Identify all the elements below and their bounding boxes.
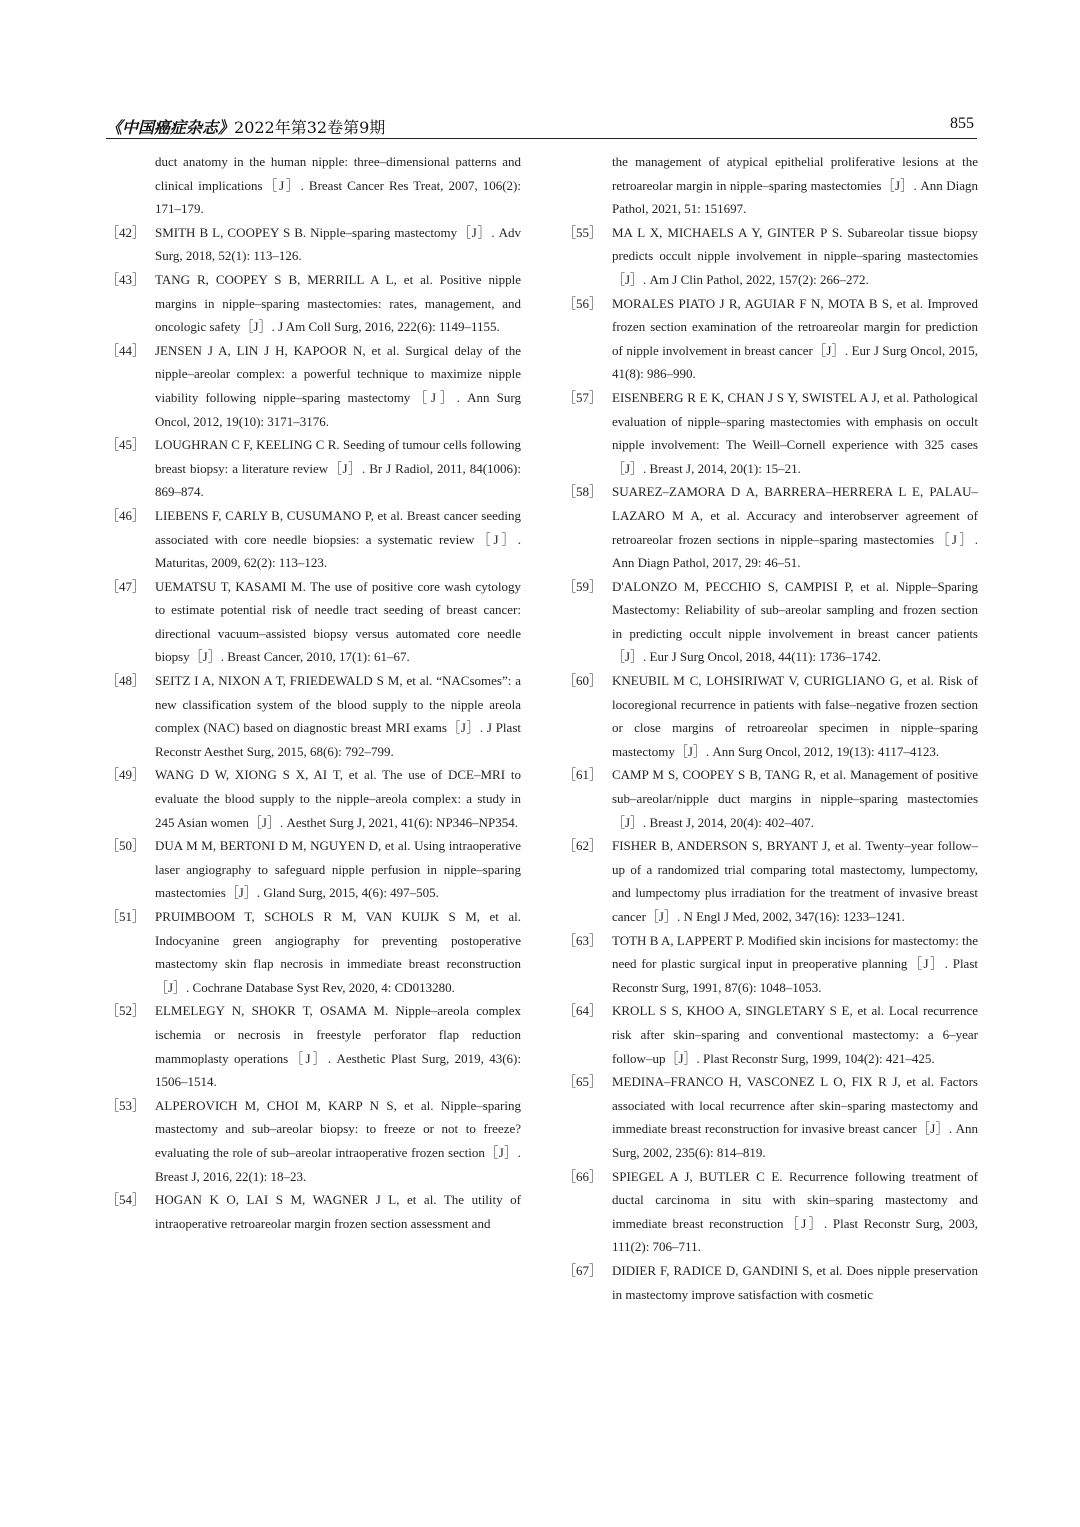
reference-text: KROLL S S, KHOO A, SINGLETARY S E, et al. Local recurrence risk after skin–sparing and conventional mastectomy: a 6–year follow–up［J］. Plast Reconstr Surg, 1999, 104(2): 421–425. (612, 1003, 978, 1066)
reference-entry (563, 669, 978, 763)
reference-text: TANG R, COOPEY S B, MERRILL A L, et al. Positive nipple margins in nipple–sparing mastectomies: rates, management, and oncologic safety［J］. J Am Coll Surg, 2016, 222(6): 1149–1155. (155, 271, 521, 335)
reference-entry (563, 1259, 978, 1306)
reference-text: ALPEROVICH M, CHOI M, KARP N S, et al. Nipple–sparing mastectomy and sub–areolar biopsy: to freeze or not to freeze? evaluating the role of sub–areolar intraoperative frozen section［J］. Breast J, 2016, 22(1): 18–23. (155, 1097, 521, 1184)
reference-entry (563, 999, 978, 1070)
reference-number: ［61］ (563, 767, 603, 783)
left-column (106, 150, 521, 1235)
reference-number: ［52］ (106, 1003, 146, 1019)
reference-entry (563, 386, 978, 480)
reference-entry (106, 1188, 521, 1235)
reference-number: ［57］ (563, 389, 603, 405)
reference-text: TOTH B A, LAPPERT P. Modified skin incisions for mastectomy: the need for plastic surgical input in preoperative planning［J］. Plast Reconstr Surg, 1991, 87(6): 1048–1053. (612, 932, 978, 995)
reference-entry (106, 905, 521, 999)
reference-entry (106, 221, 521, 268)
reference-text: SPIEGEL A J, BUTLER C E. Recurrence following treatment of ductal carcinoma in situ with skin–sparing mastectomy and immediate breast reconstruction［J］. Plast Reconstr Surg, 2003, 111(2): 706–711. (612, 1168, 978, 1255)
reference-entry (106, 999, 521, 1093)
reference-entry (106, 834, 521, 905)
reference-continuation (563, 150, 978, 221)
reference-text: duct anatomy in the human nipple: three–dimensional patterns and clinical implications［J］. Breast Cancer Res Treat, 2007, 106(2): 171–179. (155, 154, 521, 217)
reference-number: ［48］ (106, 673, 146, 689)
reference-entry (563, 575, 978, 669)
reference-entry (106, 763, 521, 834)
reference-number: ［46］ (106, 507, 146, 523)
reference-number: ［54］ (106, 1192, 146, 1208)
reference-number: ［67］ (563, 1262, 603, 1278)
journal-issue: 2022年第32卷第9期 (234, 118, 386, 137)
reference-text: MEDINA–FRANCO H, VASCONEZ L O, FIX R J, et al. Factors associated with local recurrence after skin–sparing mastectomy and immediate breast reconstruction for invasive breast cancer［J］. Ann Surg, 2002, 235(6): 814–819. (612, 1074, 978, 1160)
reference-number: ［44］ (106, 342, 146, 358)
reference-entry (106, 268, 521, 339)
reference-number: ［64］ (563, 1003, 603, 1019)
reference-number: ［53］ (106, 1097, 146, 1113)
reference-text: SMITH B L, COOPEY S B. Nipple–sparing mastectomy［J］. Adv Surg, 2018, 52(1): 113–126. (155, 224, 521, 264)
reference-entry (563, 1165, 978, 1259)
reference-number: ［62］ (563, 838, 603, 854)
reference-number: ［56］ (563, 295, 603, 311)
reference-number: ［58］ (563, 484, 603, 500)
reference-entry (563, 480, 978, 574)
reference-text: ELMELEGY N, SHOKR T, OSAMA M. Nipple–areola complex ischemia or necrosis in freestyle perforator flap reduction mammoplasty operations［J］. Aesthetic Plast Surg, 2019, 43(6): 1506–1514. (155, 1003, 521, 1090)
reference-entry (106, 504, 521, 575)
reference-text: LOUGHRAN C F, KEELING C R. Seeding of tumour cells following breast biopsy: a literature review［J］. Br J Radiol, 2011, 84(1006): 869–874. (155, 437, 521, 500)
reference-entry (106, 1094, 521, 1188)
reference-entry (106, 669, 521, 763)
reference-entry (563, 221, 978, 292)
reference-entry (563, 763, 978, 834)
reference-text: CAMP M S, COOPEY S B, TANG R, et al. Management of positive sub–areolar/nipple duct margins in nipple–sparing mastectomies［J］. Breast J, 2014, 20(4): 402–407. (612, 767, 978, 830)
reference-text: SEITZ I A, NIXON A T, FRIEDEWALD S M, et al. “NACsomes”: a new classification system of the blood supply to the nipple areola complex (NAC) based on diagnostic breast MRI exams［J］. J Plast Reconstr Aesthet Surg, 2015, 68(6): 792–799. (155, 673, 521, 759)
reference-continuation (106, 150, 521, 221)
reference-text: FISHER B, ANDERSON S, BRYANT J, et al. Twenty–year follow–up of a randomized trial comparing total mastectomy, lumpectomy, and lumpectomy plus irradiation for the treatment of invasive breast cancer［J］. N Engl J Med, 2002, 347(16): 1233–1241. (612, 838, 978, 924)
reference-text: LIEBENS F, CARLY B, CUSUMANO P, et al. Breast cancer seeding associated with core needle biopsies: a systematic review［J］. Maturitas, 2009, 62(2): 113–123. (155, 507, 521, 571)
reference-number: ［60］ (563, 673, 603, 689)
running-header (106, 113, 976, 137)
reference-text: MORALES PIATO J R, AGUIAR F N, MOTA B S, et al. Improved frozen section examination of the retroareolar margin for prediction of nipple involvement in breast cancer［J］. Eur J Surg Oncol, 2015, 41(8): 986–990. (612, 295, 978, 382)
reference-number: ［43］ (106, 271, 146, 287)
reference-number: ［49］ (106, 767, 146, 783)
reference-number: ［59］ (563, 578, 603, 594)
reference-entry (563, 929, 978, 1000)
reference-entry (106, 575, 521, 669)
reference-text: PRUIMBOOM T, SCHOLS R M, VAN KUIJK S M, et al. Indocyanine green angiography for preventing postoperative mastectomy skin flap necrosis in immediate breast reconstruction［J］. Cochrane Database Syst Rev, 2020, 4: CD013280. (155, 909, 521, 995)
journal-name: 《中国癌症杂志》 (106, 118, 235, 137)
reference-text: DUA M M, BERTONI D M, NGUYEN D, et al. Using intraoperative laser angiography to safeguard nipple perfusion in nipple–sparing mastectomies［J］. Gland Surg, 2015, 4(6): 497–505. (155, 838, 521, 901)
reference-entry (563, 834, 978, 928)
reference-number: ［50］ (106, 838, 146, 854)
reference-text: KNEUBIL M C, LOHSIRIWAT V, CURIGLIANO G, et al. Risk of locoregional recurrence in patients with false–negative frozen section or close margins of retroareolar specimen in nipple–sparing mastectomy［J］. Ann Surg Oncol, 2012, 19(13): 4117–4123. (612, 673, 978, 759)
journal-citation (106, 115, 385, 138)
reference-number: ［66］ (563, 1168, 603, 1184)
reference-text: SUAREZ–ZAMORA D A, BARRERA–HERRERA L E, PALAU–LAZARO M A, et al. Accuracy and interobserver agreement of retroareolar frozen sections in nipple–sparing mastectomies［J］. Ann Diagn Pathol, 2017, 29: 46–51. (612, 484, 978, 571)
reference-text: DIDIER F, RADICE D, GANDINI S, et al. Does nipple preservation in mastectomy improve satisfaction with cosmetic (612, 1262, 978, 1302)
reference-entry (106, 433, 521, 504)
page-number: 855 (950, 115, 974, 132)
reference-number: ［45］ (106, 437, 146, 453)
header-rule (106, 138, 977, 139)
reference-number: ［47］ (106, 578, 146, 594)
reference-number: ［51］ (106, 909, 146, 924)
reference-text: the management of atypical epithelial proliferative lesions at the retroareolar margin in nipple–sparing mastectomies［J］. Ann Diagn Pathol, 2021, 51: 151697. (612, 154, 978, 217)
reference-text: UEMATSU T, KASAMI M. The use of positive core wash cytology to estimate potential risk of needle tract seeding of breast cancer: directional vacuum–assisted biopsy versus automated core needle biopsy［J］. Breast Cancer, 2010, 17(1): 61–67. (155, 578, 521, 665)
right-column (563, 150, 978, 1306)
reference-text: HOGAN K O, LAI S M, WAGNER J L, et al. The utility of intraoperative retroareolar margin frozen section assessment and (155, 1192, 521, 1231)
reference-entry (106, 339, 521, 433)
reference-number: ［55］ (563, 224, 603, 240)
reference-text: JENSEN J A, LIN J H, KAPOOR N, et al. Surgical delay of the nipple–areolar complex: a powerful technique to maximize nipple viability following nipple–sparing mastectomy［J］. Ann Surg Oncol, 2012, 19(10): 3171–3176. (155, 342, 521, 429)
reference-entry (563, 1070, 978, 1164)
reference-entry (563, 292, 978, 386)
reference-text: WANG D W, XIONG S X, AI T, et al. The use of DCE–MRI to evaluate the blood supply to the nipple–areola complex: a study in 245 Asian women［J］. Aesthet Surg J, 2021, 41(6): NP346–NP354. (155, 767, 521, 830)
reference-text: EISENBERG R E K, CHAN J S Y, SWISTEL A J, et al. Pathological evaluation of nipple–sparing mastectomies with emphasis on occult nipple involvement: The Weill–Cornell experience with 325 cases［J］. Breast J, 2014, 20(1): 15–21. (612, 389, 978, 476)
reference-text: MA L X, MICHAELS A Y, GINTER P S. Subareolar tissue biopsy predicts occult nipple involvement in nipple–sparing mastectomies［J］. Am J Clin Pathol, 2022, 157(2): 266–272. (612, 224, 978, 287)
reference-number: ［42］ (106, 224, 146, 240)
reference-number: ［63］ (563, 932, 603, 948)
reference-number: ［65］ (563, 1074, 603, 1090)
reference-text: D'ALONZO M, PECCHIO S, CAMPISI P, et al. Nipple–Sparing Mastectomy: Reliability of sub–areolar sampling and frozen section in predicting occult nipple involvement in breast cancer patients［J］. Eur J Surg Oncol, 2018, 44(11): 1736–1742. (612, 578, 978, 665)
